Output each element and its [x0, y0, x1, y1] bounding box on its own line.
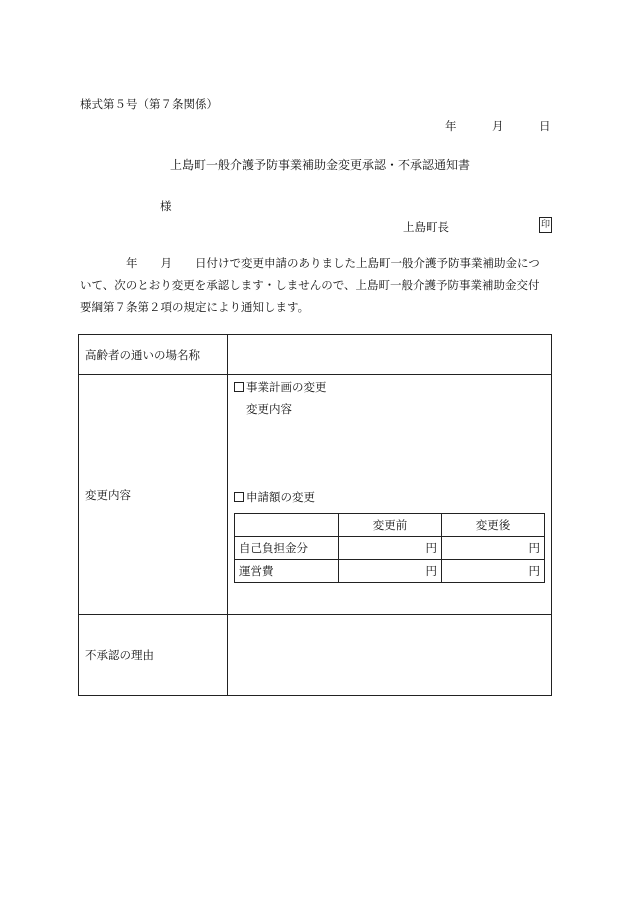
- amount-row-self-pay: [235, 537, 545, 560]
- body-line-1: 年 月 日付けで変更申請のありました上島町一般介護予防事業補助金につ: [126, 256, 540, 270]
- plan-change-detail-label: 変更内容: [246, 402, 292, 416]
- seal-mark: 印: [539, 217, 552, 233]
- change-content-label: 変更内容: [79, 375, 228, 615]
- amount-change-label: 申請額の変更: [246, 490, 315, 504]
- change-content-cell: [228, 375, 552, 615]
- document-title: 上島町一般介護予防事業補助金変更承認・不承認通知書: [170, 158, 471, 172]
- amount-before-field[interactable]: 円: [339, 560, 442, 583]
- amount-before-field[interactable]: 円: [339, 537, 442, 560]
- table-row-venue: [79, 335, 552, 375]
- amount-change-checkbox[interactable]: [234, 492, 244, 502]
- addressee-suffix: 様: [160, 199, 172, 213]
- venue-name-label: 高齢者の通いの場名称: [79, 335, 228, 375]
- amount-row-label: 自己負担金分: [235, 537, 339, 560]
- amount-after-field[interactable]: 円: [442, 560, 545, 583]
- date-year-label: 年: [445, 119, 457, 133]
- table-row-rejection: [79, 615, 552, 696]
- date-month-label: 月: [492, 119, 504, 133]
- amount-header-before: 変更前: [339, 514, 442, 537]
- plan-change-detail-area[interactable]: [234, 417, 545, 489]
- plan-change-label: 事業計画の変更: [246, 380, 327, 394]
- body-line-2: いて、次のとおり変更を承認します・しませんので、上島町一般介護予防事業補助金交付: [80, 278, 540, 292]
- option-amount-change[interactable]: [234, 489, 545, 505]
- rejection-reason-label: 不承認の理由: [79, 615, 228, 696]
- amount-header-blank: [235, 514, 339, 537]
- plan-change-checkbox[interactable]: [234, 382, 244, 392]
- table-row-changes: [79, 375, 552, 615]
- date-day-label: 日: [539, 119, 551, 133]
- body-line-3: 要綱第７条第２項の規定により通知します。: [80, 300, 310, 314]
- amount-after-field[interactable]: 円: [442, 537, 545, 560]
- option-plan-change[interactable]: [234, 379, 545, 395]
- venue-name-field[interactable]: [228, 335, 552, 375]
- amount-header-after: 変更後: [442, 514, 545, 537]
- notice-table: [78, 334, 552, 696]
- amount-row-label: 運営費: [235, 560, 339, 583]
- form-number: 様式第５号（第７条関係）: [80, 97, 218, 111]
- amount-table-header: [235, 514, 545, 537]
- rejection-reason-field[interactable]: [228, 615, 552, 696]
- amount-row-operating: [235, 560, 545, 583]
- amount-table: [234, 513, 545, 583]
- notice-body: [80, 252, 552, 318]
- issuer-name: 上島町長: [403, 220, 449, 234]
